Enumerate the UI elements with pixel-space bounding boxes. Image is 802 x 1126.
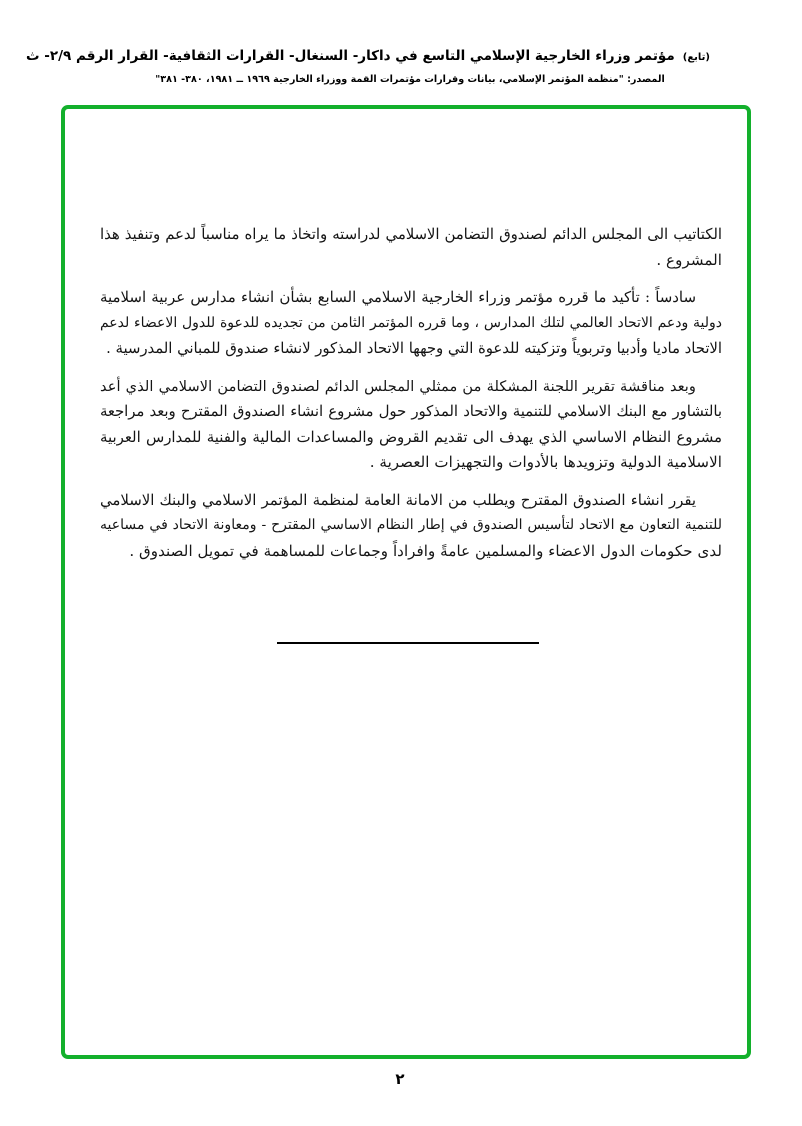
page-header-title: [25, 48, 720, 64]
text-line: سادساً : تأكيد ما قرره مؤتمر وزراء الخارجية الاسلامي السابع بشأن انشاء مدارس عربية اسلامية: [100, 288, 696, 306]
text-line: بالتشاور مع البنك الاسلامي للتنمية والاتحاد المذكور حول مشروع انشاء الصندوق المقترح وبعد مراجعة: [100, 403, 722, 420]
text-line: المشروع .: [656, 250, 722, 269]
text-line: الكتاتيب الى المجلس الدائم لصندوق التضامن الاسلامي لدراسته واتخاذ ما يراه مناسباً لدعم وتنفيذ هذا: [100, 226, 722, 243]
resolution-title: مؤتمر وزراء الخارجية الإسلامي التاسع في داكار- السنغال- القرارات الثقافية- القرار الرقم ٢/٩- ث: [25, 48, 675, 64]
text-line: دولية ودعم الاتحاد العالمي لتلك المدارس ، وما قرره المؤتمر الثامن من تجديده للدعوة للدول الاعضاء لدعم: [100, 314, 722, 331]
continued-label: (تابع): [682, 52, 710, 63]
paragraph-3: [100, 374, 722, 476]
text-line: وبعد مناقشة تقرير اللجنة المشكلة من ممثلي المجلس الدائم لصندوق التضامن الاسلامي الذي أعد: [100, 377, 696, 395]
paragraph-4: [100, 488, 722, 565]
page-number: ٢: [395, 1070, 405, 1088]
paragraph-2: [100, 285, 722, 362]
document-body: [100, 222, 722, 576]
text-line: مشروع النظام الاساسي الذي يهدف الى تقديم القروض والمساعدات المالية والفنية للمدارس العربية: [100, 427, 722, 446]
text-line: الاسلامية الدولية وتزويدها بالأدوات والتجهيزات العصرية .: [369, 453, 722, 471]
text-line: للتنمية التعاون مع الاتحاد لتأسيس الصندوق في إطار النظام الاساسي المقترح - ومعاونة الاتحاد في مساعيه: [100, 517, 722, 533]
text-line: لدى حكومات الدول الاعضاء والمسلمين عامةً وافراداً وجماعات للمساهمة في تمويل الصندوق .: [129, 541, 722, 560]
text-line: الاتحاد ماديا وأدبيا وتربوياً وتزكيته للدعوة التي وجهها الاتحاد المذكور لانشاء صندوق للمباني المدرسية .: [106, 340, 722, 357]
end-rule-divider: [277, 642, 539, 644]
source-citation: المصدر: "منظمة المؤتمر الإسلامي، بيانات وقرارات مؤتمرات القمة ووزراء الخارجية ١٩٦٩ ــ ١٩٨١، ٣٨٠- ٣٨١": [155, 74, 665, 85]
paragraph-1: [100, 222, 722, 273]
text-line: يقرر انشاء الصندوق المقترح ويطلب من الامانة العامة لمنظمة المؤتمر الاسلامي والبنك الاسلامي: [100, 490, 696, 509]
